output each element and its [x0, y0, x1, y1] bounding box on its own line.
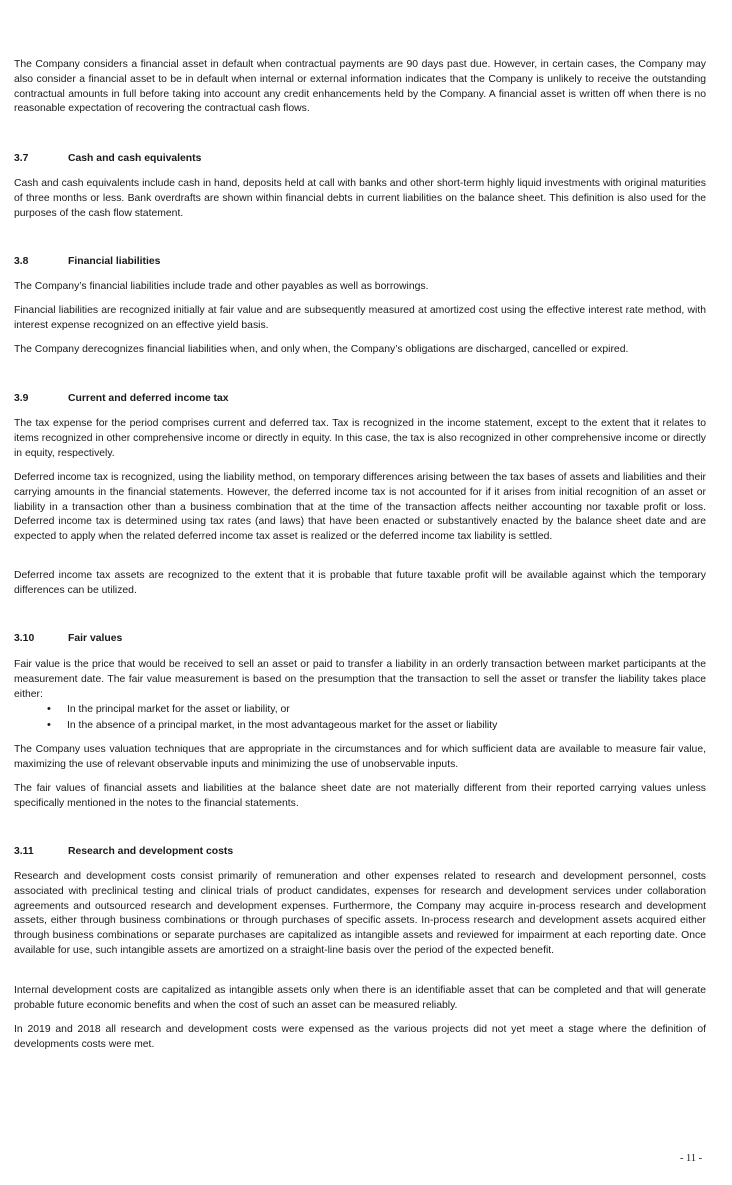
section-title: Financial liabilities	[68, 256, 161, 267]
section-number: 3.9	[14, 393, 29, 404]
section-number: 3.11	[14, 846, 34, 857]
section-number: 3.10	[14, 633, 35, 644]
section-title: Fair values	[68, 633, 123, 644]
section-body-3-10	[14, 658, 706, 733]
section-title: Current and deferred income tax	[68, 393, 229, 404]
paragraph: Deferred income tax assets are recognized to the extent that it is probable that future taxable profit will be available against which the temporary differences can be utilized.	[14, 570, 706, 596]
paragraph: Deferred income tax is recognized, using the liability method, on temporary differences arising between the tax bases of assets and liabilities and their carrying amounts in the financial statements. However, the deferred income tax is not accounted for if it arises from initial recognition of an asset or liability in a transaction other than a business combination that at the time of the transaction affects neither accounting nor taxable profit or loss. Deferred income tax is determined using tax rates (and laws) that have been enacted or substantively enacted by the balance sheet date and are expected to apply when the related deferred income tax asset is realized or the deferred income tax liability is settled.	[14, 472, 706, 543]
paragraph: The Company’s financial liabilities include trade and other payables as well as borrowings.	[14, 281, 429, 292]
section-heading-3-8	[14, 255, 160, 270]
section-body-3-9	[14, 569, 706, 599]
bullet-icon: •	[47, 703, 51, 716]
paragraph: Cash and cash equivalents include cash in hand, deposits held at call with banks and other short-term highly liquid investments with original maturities of three months or less. Bank overdrafts are shown within financial debts in current liabilities on the balance sheet. This definition is also used for the purposes of the cash flow statement.	[14, 178, 706, 219]
section-body-3-10	[14, 782, 706, 812]
paragraph: Fair value is the price that would be received to sell an asset or paid to transfer a liability in an orderly transaction between market participants at the measurement date. The fair value measurement is based on the presumption that the transaction to sell the asset or transfer the liability takes place either:	[14, 659, 706, 700]
section-heading-3-10	[14, 632, 122, 647]
paragraph: In 2019 and 2018 all research and development costs were expensed as the various projects did not yet meet a stage where the definition of developments costs were met.	[14, 1024, 706, 1050]
section-number: 3.7	[14, 153, 29, 164]
section-body-3-9	[14, 471, 706, 545]
section-body-3-10	[14, 743, 706, 773]
section-heading-3-9	[14, 392, 229, 407]
page-number: - 11 -	[680, 1153, 703, 1164]
bullet-list	[14, 702, 706, 732]
bullet-item: • In the absence of a principal market, in the most advantageous market for the asset or liability	[14, 718, 706, 733]
intro-block	[14, 58, 706, 117]
paragraph: The Company uses valuation techniques that are appropriate in the circumstances and for which sufficient data are available to measure fair value, maximizing the use of relevant observable inputs and minimizing the use of unobservable inputs.	[14, 744, 706, 770]
section-body-3-11	[14, 1023, 706, 1053]
paragraph: Internal development costs are capitalized as intangible assets only when there is an identifiable asset that can be completed and that will generate probable future economic benefits and when the cost of such an asset can be measured reliably.	[14, 985, 706, 1011]
section-body-3-8	[14, 304, 706, 334]
paragraph: The Company derecognizes financial liabilities when, and only when, the Company’s obligations are discharged, cancelled or expired.	[14, 344, 629, 355]
paragraph: Research and development costs consist primarily of remuneration and other expenses related to research and development personnel, costs associated with preclinical testing and clinical trials of product candidates, expenses for research and development services under collaboration agreements and outsourced research and development expenses. Furthermore, the Company may acquire in-process research and development assets, either through business combinations or through purchases of specific assets. In-process research and development assets acquired either through business combinations or separate purchases are capitalized as intangible assets and reviewed for impairment at each reporting date. Once available for use, such intangible assets are amortized on a straight-line basis over the period of the expected benefit.	[14, 871, 706, 956]
section-body-3-7	[14, 177, 706, 221]
section-body-3-11	[14, 984, 706, 1014]
section-title: Research and development costs	[68, 846, 234, 857]
paragraph: The tax expense for the period comprises current and deferred tax. Tax is recognized in the income statement, except to the extent that it relates to items recognized in other comprehensive income or directly in equity. In this case, the tax is also recognized in other comprehensive income or directly in equity, respectively.	[14, 418, 706, 459]
bullet-icon: •	[47, 718, 51, 731]
section-number: 3.8	[14, 256, 29, 267]
section-heading-3-7	[14, 152, 201, 167]
section-heading-3-11	[14, 845, 233, 860]
section-title: Cash and cash equivalents	[68, 153, 202, 164]
section-body-3-8	[14, 343, 706, 358]
bullet-item: • In the principal market for the asset or liability, or	[14, 702, 706, 717]
intro-paragraph: The Company considers a financial asset in default when contractual payments are 90 days past due. However, in certain cases, the Company may also consider a financial asset to be in default when internal or external information indicates that the Company is unlikely to receive the outstanding contractual amounts in full before taking into account any credit enhancements held by the Company. A financial asset is written off when there is no reasonable expectation of recovering the contractual cash flows.	[14, 59, 706, 115]
paragraph: Financial liabilities are recognized initially at fair value and are subsequently measured at amortized cost using the effective interest rate method, with interest expense recognized on an effective yield basis.	[14, 305, 706, 331]
section-body-3-8	[14, 280, 706, 295]
section-body-3-11	[14, 870, 706, 959]
section-body-3-9	[14, 417, 706, 461]
paragraph: The fair values of financial assets and liabilities at the balance sheet date are not materially different from their reported carrying values unless specifically mentioned in the notes to the financial statements.	[14, 783, 706, 809]
